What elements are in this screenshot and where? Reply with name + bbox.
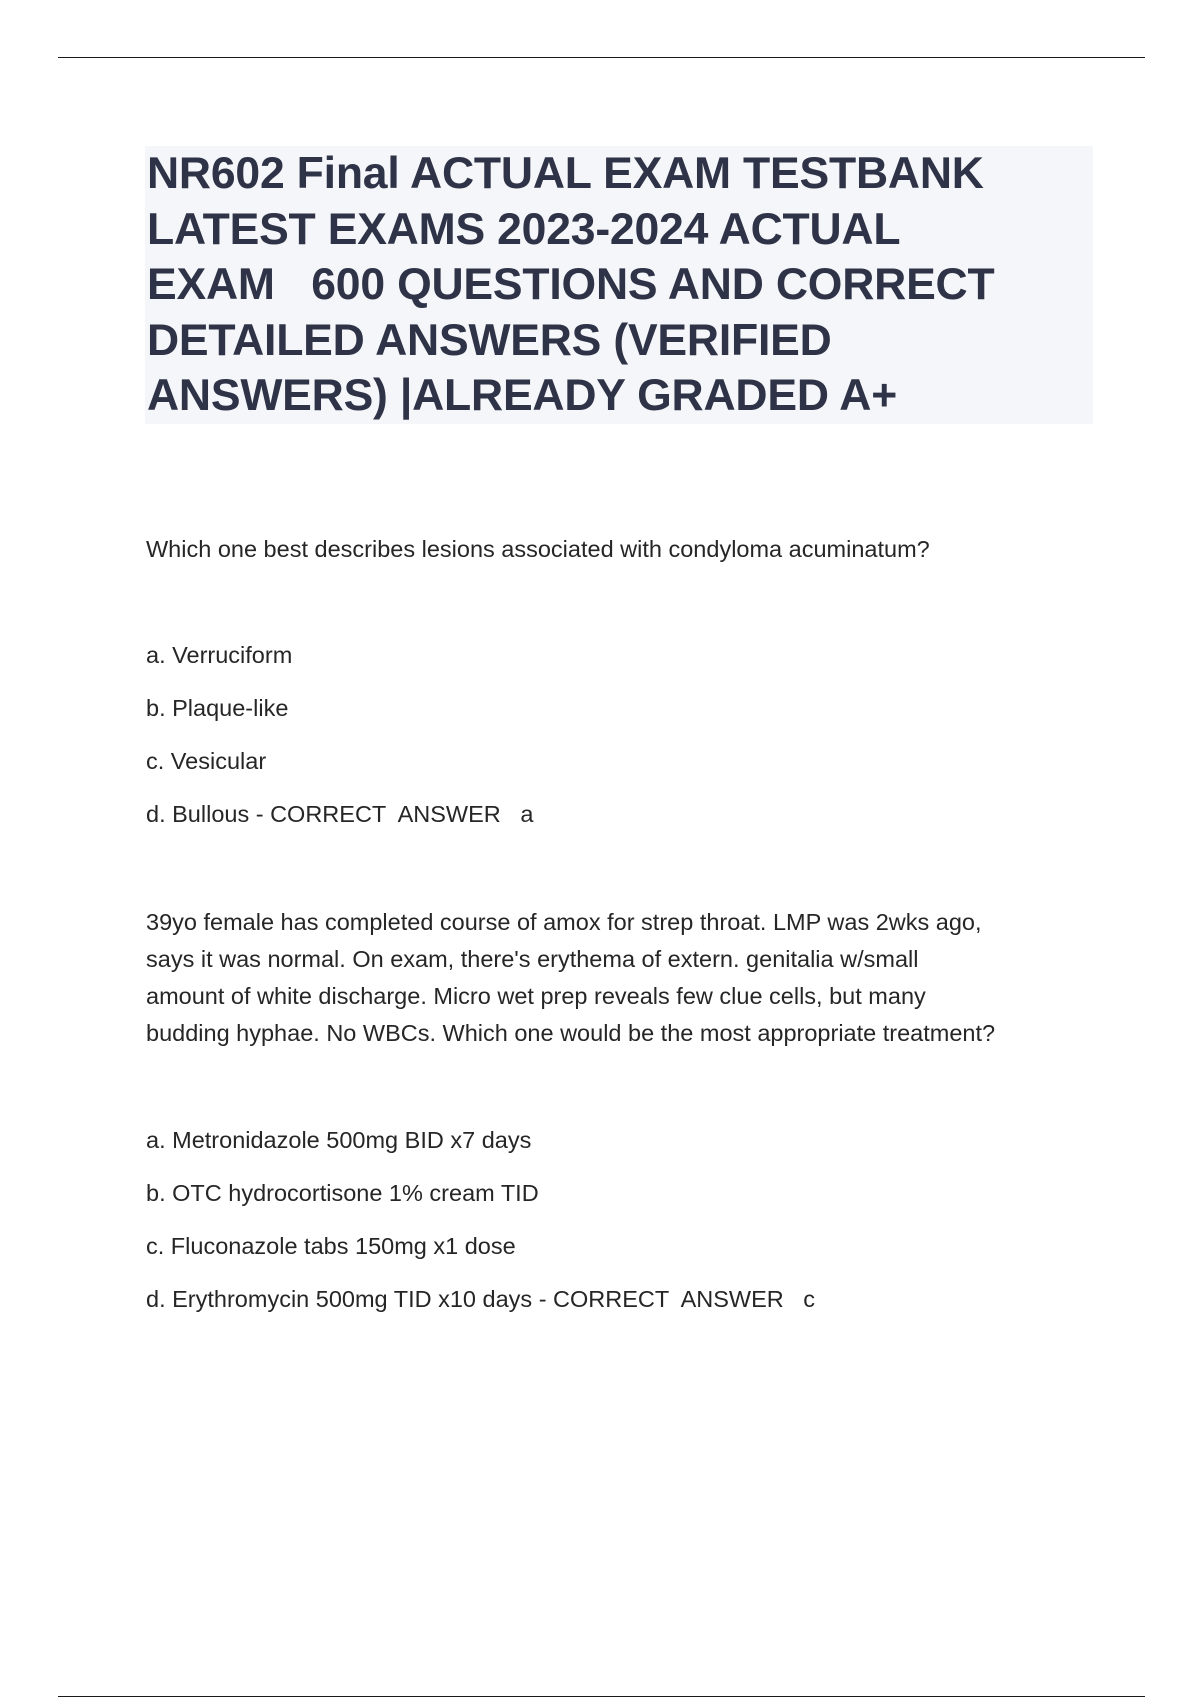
question-2-option-a: a. Metronidazole 500mg BID x7 days bbox=[146, 1127, 532, 1153]
question-1-line-1: Which one best describes lesions associated with condyloma acuminatum? bbox=[146, 536, 930, 562]
question-2-line-4: budding hyphae. No WBCs. Which one would be the most appropriate treatment? bbox=[146, 1020, 996, 1046]
question-1-option-c: c. Vesicular bbox=[146, 748, 267, 774]
question-2-option-d: d. Erythromycin 500mg TID x10 days - CORRECT ANSWER c bbox=[146, 1286, 816, 1312]
title-line-4: DETAILED ANSWERS (VERIFIED bbox=[147, 315, 832, 365]
title-line-2: LATEST EXAMS 2023-2024 ACTUAL bbox=[147, 204, 901, 254]
question-2-line-3: amount of white discharge. Micro wet prep reveals few clue cells, but many bbox=[146, 983, 926, 1009]
title-line-5: ANSWERS) |ALREADY GRADED A+ bbox=[147, 371, 898, 420]
header-rule bbox=[58, 57, 1145, 58]
title-line-1: NR602 Final ACTUAL EXAM TESTBANK bbox=[147, 149, 984, 198]
question-1-option-d: d. Bullous - CORRECT ANSWER a bbox=[146, 801, 534, 827]
title-block bbox=[145, 146, 1093, 424]
question-2-line-2: says it was normal. On exam, there's erythema of extern. genitalia w/small bbox=[146, 946, 919, 972]
footer-rule bbox=[58, 1696, 1145, 1697]
question-1-option-b: b. Plaque-like bbox=[146, 695, 289, 721]
title-line-3: EXAM 600 QUESTIONS AND CORRECT bbox=[147, 260, 995, 309]
document-title bbox=[147, 146, 1089, 424]
question-2-option-c: c. Fluconazole tabs 150mg x1 dose bbox=[146, 1233, 516, 1259]
question-2-option-b: b. OTC hydrocortisone 1% cream TID bbox=[146, 1180, 539, 1206]
question-1-option-a: a. Verruciform bbox=[146, 642, 293, 668]
question-2-line-1: 39yo female has completed course of amox for strep throat. LMP was 2wks ago, bbox=[146, 909, 982, 935]
question-2-text bbox=[146, 904, 1106, 1052]
question-1-text bbox=[146, 531, 1106, 568]
